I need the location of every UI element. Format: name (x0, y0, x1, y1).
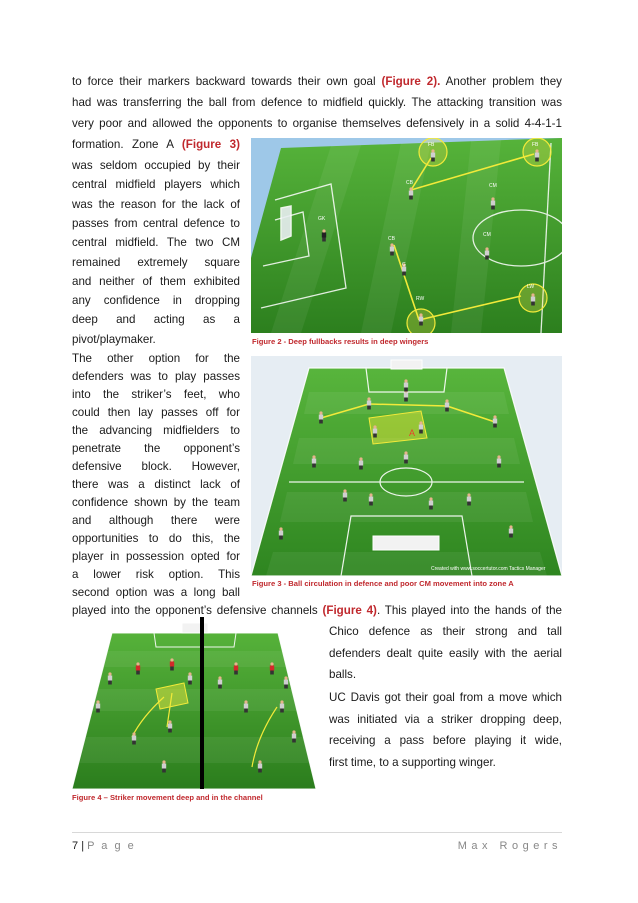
player-icon (419, 421, 423, 433)
figure-2-image (251, 138, 562, 333)
player-icon (390, 243, 394, 255)
paragraph-line: deep and acting as a (72, 313, 240, 327)
player-icon (429, 497, 433, 509)
player-icon (322, 229, 326, 241)
paragraph-line: balls. (329, 668, 357, 681)
player-icon (132, 732, 136, 744)
figure-4-caption: Figure 4 – Striker movement deep and in the channel (72, 793, 263, 802)
player-icon (531, 293, 535, 305)
player-label: GK (318, 216, 326, 222)
paragraph-line: confidence shown by the team (72, 496, 240, 509)
paragraph-line: and although there were (72, 514, 240, 527)
paragraph-line: was initiated via a striker dropping deep, (329, 712, 562, 726)
page-number (72, 840, 136, 852)
paragraph-line: player in possession opted for (72, 550, 240, 563)
paragraph-line: any confidence in dropping (72, 294, 240, 308)
goal-icon (373, 536, 439, 550)
paragraph-line: remained extremely square (72, 255, 240, 269)
paragraph-line: a lower risk option. This (72, 568, 240, 581)
figure-3-image (251, 356, 562, 576)
paragraph-line: defensive block. However, (72, 460, 240, 473)
player-icon (491, 197, 495, 209)
player-label: G (402, 262, 406, 268)
paragraph-line: first time, to a supporting winger. (329, 755, 496, 769)
footer-divider (72, 832, 562, 833)
figure-2-caption: Figure 2 - Deep fullbacks results in deep wingers (252, 337, 429, 346)
player-icon (108, 672, 112, 684)
paragraph-line: second option was a long ball (72, 586, 240, 599)
player-icon (497, 455, 501, 467)
player-icon (369, 493, 373, 505)
text-span: played into the opponent’s defensive channels (72, 604, 318, 617)
player-icon (96, 700, 100, 712)
paragraph-line (72, 72, 562, 92)
player-icon (404, 379, 408, 391)
paragraph-line: and neither of them exhibited (72, 274, 240, 288)
player-icon (485, 247, 489, 259)
text-span: . This played into the hands of the (376, 604, 562, 617)
player-icon (319, 411, 323, 423)
player-icon (218, 676, 222, 688)
player-icon (359, 457, 363, 469)
player-icon (280, 700, 284, 712)
paragraph-line: there was a distinct lack of (72, 478, 240, 491)
player-icon (279, 527, 283, 539)
paragraph-line: Chico defence as their strong and tall (329, 625, 562, 638)
player-label: LW (527, 284, 535, 290)
paragraph-line: was seldom occupied by their (72, 159, 240, 172)
paragraph-line: central midfield players which (72, 178, 240, 192)
paragraph-line: receiving a pass before playing it wide, (329, 734, 562, 747)
player-label: CB (388, 236, 395, 242)
player-icon (168, 720, 172, 732)
credit-text: Created with www.soccertutor.com Tactics Manager (431, 566, 546, 572)
player-icon (467, 493, 471, 505)
player-icon (312, 455, 316, 467)
player-icon (170, 658, 174, 670)
player-icon (404, 451, 408, 463)
text-span: to force their markers backward towards their own goal (72, 75, 376, 88)
goal-icon (182, 623, 208, 633)
player-icon (234, 662, 238, 674)
player-icon (270, 662, 274, 674)
page-word: P a g e (87, 840, 136, 852)
paragraph-line: had was transferring the ball from defence to midfield quickly. The attacking transition was (72, 96, 562, 109)
paragraph-line: UC Davis got their goal from a move which (329, 691, 562, 704)
page-number-value: 7 (72, 840, 79, 852)
player-icon (244, 700, 248, 712)
player-label: CM (483, 232, 491, 238)
zone-label: A (409, 428, 416, 438)
paragraph-line: passes from central defence to (72, 216, 240, 230)
paragraph-line: defenders was to play passes (72, 370, 240, 383)
player-icon (162, 760, 166, 772)
player-icon (292, 730, 296, 742)
figure-4-image (72, 617, 316, 789)
player-icon (367, 397, 371, 409)
player-icon (284, 676, 288, 688)
figure-3-caption: Figure 3 - Ball circulation in defence and poor CM movement into zone A (252, 579, 514, 588)
figure-reference: (Figure 2). (381, 75, 441, 88)
player-icon (373, 425, 377, 437)
paragraph-line: very poor and allowed the opponents to organise themselves defensively in a solid 4-4-1-1 (72, 117, 562, 130)
player-label: FB (532, 142, 539, 148)
paragraph-line: penetrate the opponent’s (72, 442, 240, 455)
player-icon (188, 672, 192, 684)
player-icon (509, 525, 513, 537)
player-icon (431, 149, 435, 161)
paragraph-line: opportunities to do this, the (72, 532, 240, 545)
paragraph-line (72, 135, 240, 155)
player-icon (136, 662, 140, 674)
player-label: CB (406, 180, 413, 186)
paragraph-line: The other option for the (72, 352, 240, 365)
figure-reference: (Figure 3) (181, 138, 240, 151)
split-divider (200, 617, 204, 789)
paragraph-line: defenders dealt quite easily with the aerial (329, 646, 562, 660)
player-icon (493, 415, 497, 427)
author-name: Max Rogers (457, 840, 562, 852)
player-icon (445, 399, 449, 411)
paragraph-line: the advancing midfielders to (72, 424, 240, 437)
page-separator: | (81, 840, 85, 852)
player-icon (258, 760, 262, 772)
player-icon (419, 313, 423, 325)
figure-reference: (Figure 4) (322, 604, 377, 617)
paragraph-line: could then lay passes off for (72, 406, 240, 419)
player-label: RW (416, 296, 425, 302)
paragraph-line: was the reason for the lack of (72, 197, 240, 211)
paragraph-line: pivot/playmaker. (72, 332, 156, 346)
paragraph-line: central midfield. The two CM (72, 236, 240, 250)
player-label: FB (428, 142, 435, 148)
text-span: Another problem they (445, 75, 562, 88)
player-icon (409, 187, 413, 199)
paragraph-line: into the striker’s feet, who (72, 388, 240, 401)
text-span: formation. Zone A (72, 138, 174, 151)
goal-icon (391, 360, 422, 369)
player-icon (535, 149, 539, 161)
player-label: CM (489, 183, 497, 189)
player-icon (343, 489, 347, 501)
